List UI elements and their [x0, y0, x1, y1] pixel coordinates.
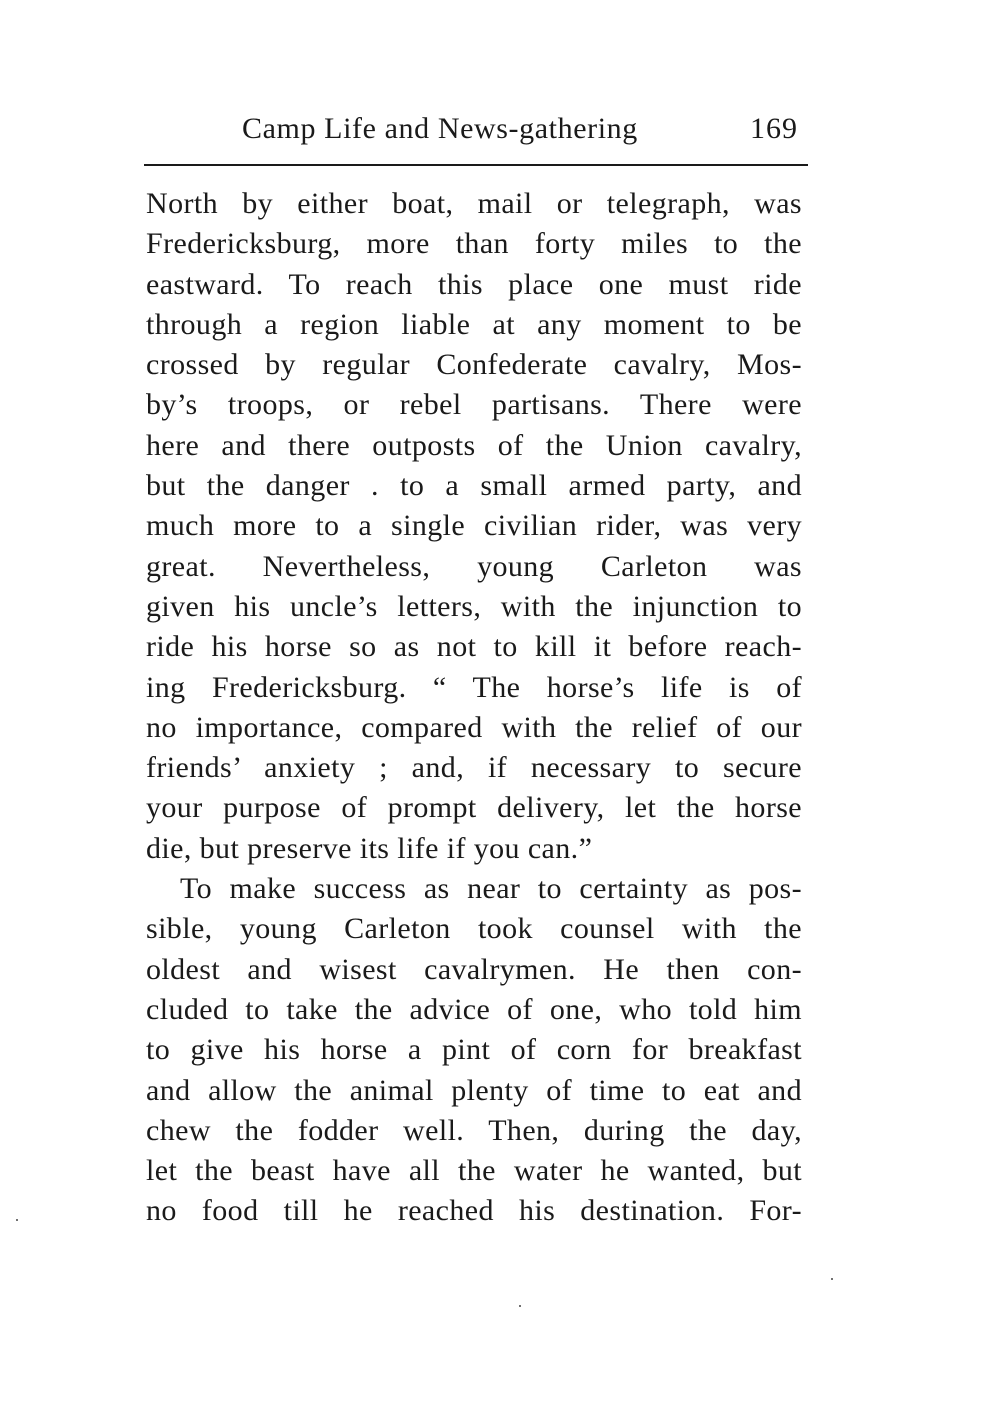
text-line: ing Fredericksburg. “ The horse’s life is of: [146, 670, 802, 704]
text-line: to give his horse a pint of corn for breakfast: [146, 1033, 802, 1067]
text-line: Fredericksburg, more than forty miles to the: [146, 227, 802, 261]
text-line: but the danger . to a small armed party, and: [146, 469, 802, 503]
body-text: [146, 184, 802, 1232]
running-head: [146, 112, 802, 156]
text-line: sible, young Carleton took counsel with the: [146, 912, 802, 946]
scan-speck: [519, 1305, 521, 1307]
text-line: To make success as near to certainty as pos-: [180, 872, 802, 906]
text-line: much more to a single civilian rider, was very: [146, 509, 802, 543]
text-line: let the beast have all the water he wanted, but: [146, 1154, 802, 1188]
text-line: here and there outposts of the Union cavalry,: [146, 428, 802, 462]
text-line: die, but preserve its life if you can.”: [146, 831, 593, 865]
paragraph-2: [146, 869, 802, 1232]
text-line: chew the fodder well. Then, during the day,: [146, 1113, 802, 1147]
text-line: your purpose of prompt delivery, let the horse: [146, 791, 802, 825]
text-line: eastward. To reach this place one must ride: [146, 267, 802, 301]
paragraph-1: [146, 184, 802, 869]
text-line: oldest and wisest cavalrymen. He then con-: [146, 952, 802, 986]
text-line: by’s troops, or rebel partisans. There were: [146, 388, 802, 422]
text-line: ride his horse so as not to kill it before reach-: [146, 630, 802, 664]
text-line: crossed by regular Confederate cavalry, Mos-: [146, 348, 802, 382]
scan-speck: [831, 1278, 833, 1280]
page-number: 169: [750, 112, 798, 145]
text-line: given his uncle’s letters, with the injunction to: [146, 589, 802, 623]
text-line: cluded to take the advice of one, who told him: [146, 992, 802, 1026]
running-head-title: Camp Life and News-gathering: [242, 112, 638, 145]
text-line: North by either boat, mail or telegraph, was: [146, 187, 802, 220]
header-rule: [144, 164, 808, 166]
text-line: no food till he reached his destination. For-: [146, 1194, 802, 1228]
text-line: friends’ anxiety ; and, if necessary to secure: [146, 751, 802, 785]
text-line: through a region liable at any moment to be: [146, 307, 802, 341]
text-line: great. Nevertheless, young Carleton was: [146, 549, 802, 583]
text-line: no importance, compared with the relief of our: [146, 710, 802, 744]
scan-speck: [16, 1219, 18, 1221]
text-line: and allow the animal plenty of time to eat and: [146, 1073, 802, 1107]
